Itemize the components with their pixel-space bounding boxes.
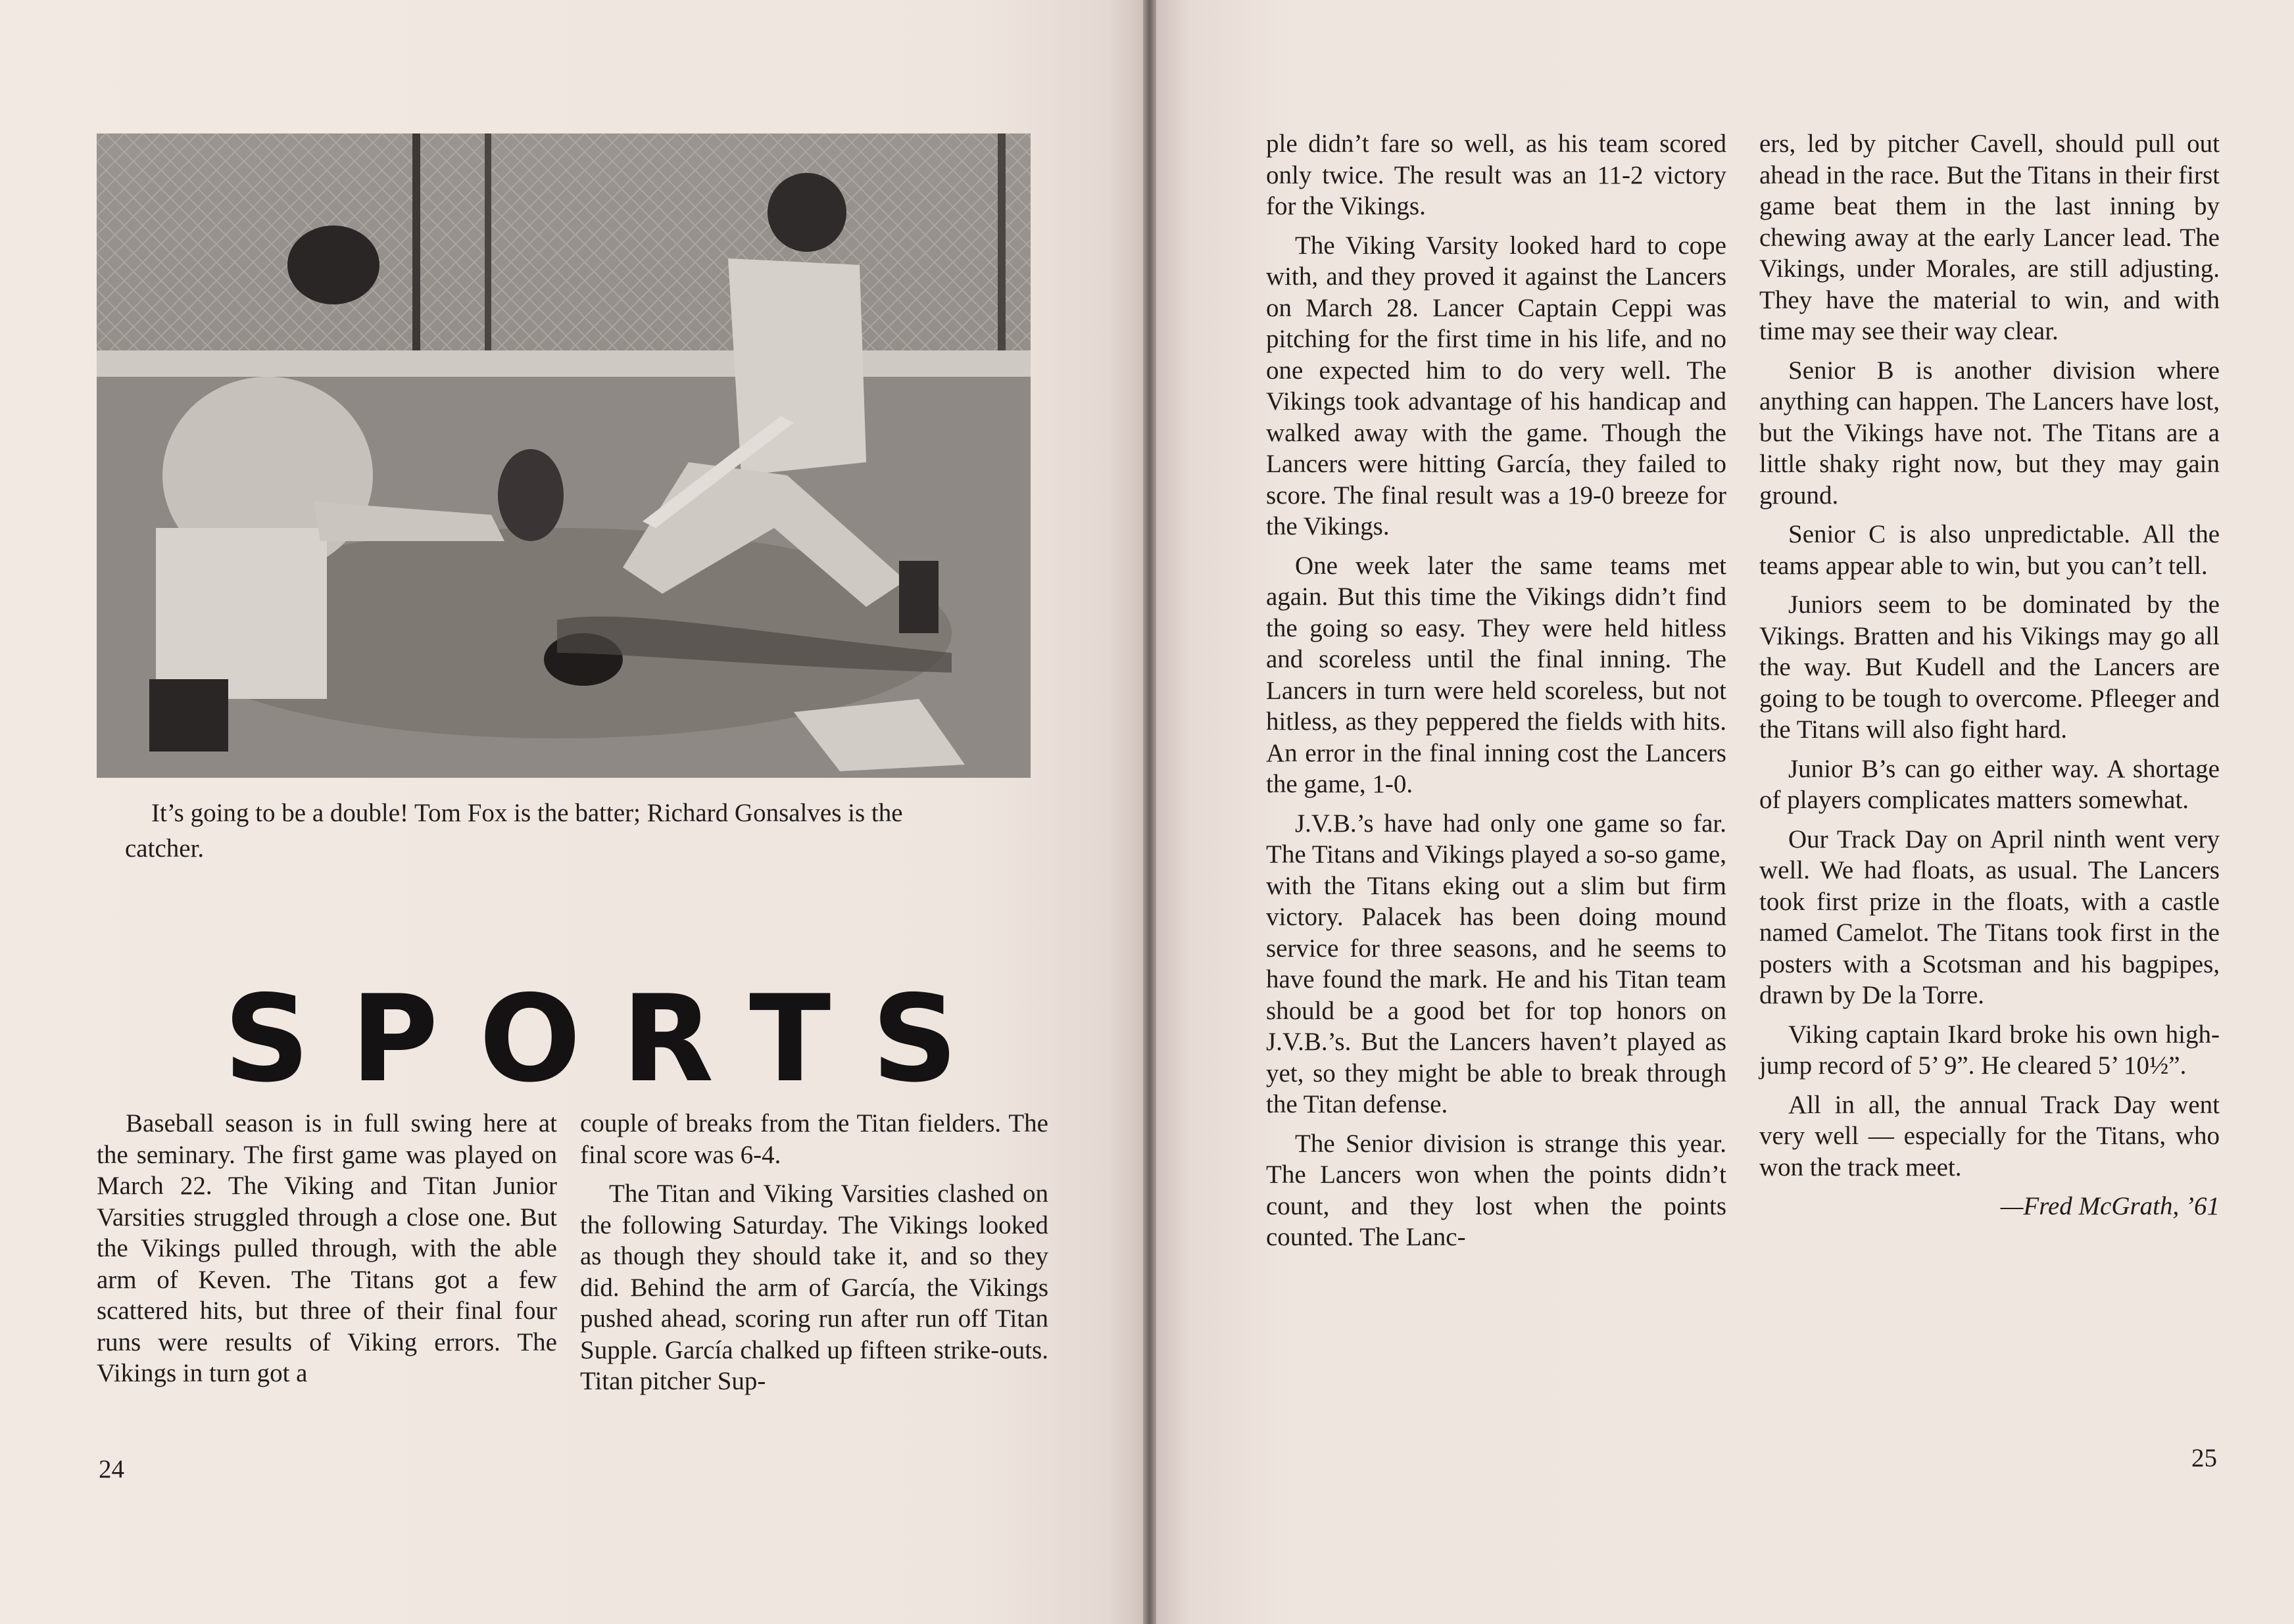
left-column-2 [580, 1108, 1048, 1405]
paragraph: Viking captain Ikard broke his own high-jump record of 5’ 9”. He cleared 5’ 10½”. [1759, 1020, 2220, 1080]
paragraph: couple of breaks from the Titan fielders. The final score was 6-4. [580, 1109, 1048, 1169]
paragraph: Our Track Day on April ninth went very well. We had floats, as usual. The Lancers took first prize in the floats, with a castle named Camelot. The Titans took first in the posters with a Scotsman and his bagpipes, drawn by De la Torre. [1759, 824, 2220, 1009]
paragraph: The Viking Varsity looked hard to cope with, and they proved it against the Lancers on March 28. Lancer Captain Ceppi was pitching for the first time in his life, and no one expected him to do very well. The Vikings took advantage of his handicap and walked away with the game. Though the Lancers were hitting García, they failed to score. The final result was a 19-0 breeze for the Vikings. [1266, 231, 1726, 540]
right-column-1 [1266, 128, 1726, 1261]
paragraph: All in all, the annual Track Day went very well — especially for the Titans, who won the track meet. [1759, 1090, 2220, 1182]
paragraph: Juniors seem to be dominated by the Vikings. Bratten and his Vikings may go all the way. But Kudell and the Lancers are going to be tough to overcome. Pfleeger and the Titans will also fight hard. [1759, 590, 2220, 744]
right-page [1156, 0, 2294, 1624]
paragraph: Baseball season is in full swing here at the seminary. The first game was played on March 22. The Viking and Titan Junior Varsities struggled through a close one. But the Vikings pulled through, with the able arm of Keven. The Titans got a few scattered hits, but three of their final four runs were results of Viking errors. The Vikings in turn got a [97, 1109, 557, 1387]
book-gutter [1143, 0, 1156, 1624]
left-column-1 [97, 1108, 557, 1397]
paragraph: Senior C is also unpredictable. All the teams appear able to win, but you can’t tell. [1759, 520, 2220, 580]
baseball-photo [97, 133, 1031, 778]
paragraph: The Titan and Viking Varsities clashed on the following Saturday. The Vikings looked as though they should take it, and so they did. Behind the arm of García, the Vikings pushed ahead, scoring run after run off Titan Supple. García chalked up fifteen strike-outs. Titan pitcher Sup- [580, 1180, 1048, 1395]
paragraph: ers, led by pitcher Cavell, should pull out ahead in the race. But the Titans in their first game beat them in the last inning by chewing away at the early Lancer lead. The Vikings, under Morales, are still adjusting. They have the material to win, and with time may see their way clear. [1759, 130, 2220, 345]
author-signature: —Fred McGrath, ’61 [2000, 1192, 2220, 1220]
page-number: 25 [2191, 1444, 2217, 1472]
paragraph: J.V.B.’s have had only one game so far. The Titans and Vikings played a so-so game, with the Titans eking out a slim but firm victory. Palacek has been doing mound service for three seasons, and he seems to have found the mark. He and his Titan team should be a good bet for top honors on J.V.B.’s. But the Lancers haven’t played as yet, so they might be able to break through the Titan defense. [1266, 809, 1726, 1118]
paragraph: One week later the same teams met again. But this time the Vikings didn’t find the going so easy. They were held hitless and scoreless until the final inning. The Lancers in turn were held scoreless, but not hitless, as they peppered the fields with hits. An error in the final inning cost the Lancers the game, 1-0. [1266, 551, 1726, 798]
paragraph: ple didn’t fare so well, as his team scored only twice. The result was an 11-2 victory for the Vikings. [1266, 130, 1726, 220]
right-column-2 [1759, 128, 2220, 1230]
photo-caption: It’s going to be a double! Tom Fox is the batter; Richard Gonsalves is the catcher. [125, 799, 903, 863]
page-title: SPORTS [224, 969, 999, 1109]
page-number: 24 [99, 1455, 124, 1483]
paragraph: Junior B’s can go either way. A shortage of players complicates matters somewhat. [1759, 754, 2220, 814]
paragraph: The Senior division is strange this year. The Lancers won when the points didn’t count, and they lost when the points counted. The Lanc- [1266, 1129, 1726, 1251]
left-page [0, 0, 1143, 1624]
baseball-photo-icon [97, 133, 1031, 778]
paragraph: Senior B is another division where anything can happen. The Lancers have lost, but the Vikings have not. The Titans are a little shaky right now, but they may gain ground. [1759, 356, 2220, 510]
